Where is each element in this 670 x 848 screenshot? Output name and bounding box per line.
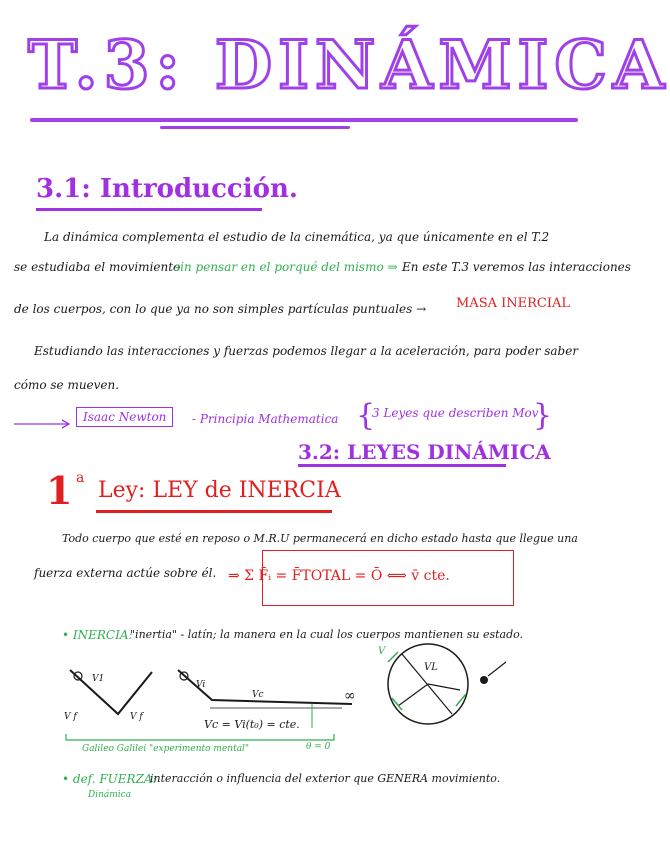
page-title: T.3: DINÁMICA [28, 26, 670, 104]
galileo-label: Galileo Galilei "experimento mental" [82, 744, 250, 754]
law1-line-1: Todo cuerpo que esté en reposo o M.R.U permanecerá en dicho estado hasta que llegue una [62, 532, 578, 545]
label-vf-left: V f [64, 712, 77, 722]
label-v1: V1 [92, 674, 105, 684]
wheel-v-label: V [378, 646, 386, 657]
law1-line-2: fuerza externa actúe sobre él. [34, 566, 217, 580]
law-title-underline [96, 510, 332, 513]
section2-underline [298, 464, 506, 467]
law-number: 1 [46, 468, 73, 513]
intro-line-5: cómo se mueven. [14, 378, 120, 392]
label-vf-right: V f [130, 712, 143, 722]
theta-label: θ = 0 [306, 742, 331, 752]
law-title: Ley: LEY de INERCIA [98, 478, 341, 503]
force-label: • def. FUERZA: [62, 772, 157, 786]
principia-label: - Principia Mathematica [192, 412, 339, 426]
masa-inercial-label: MASA INERCIAL [456, 296, 571, 311]
law-number-sup: a [76, 470, 85, 486]
section-underline [36, 208, 262, 211]
intro-line-1: La dinámica complementa el estudio de la cinemática, ya que únicamente en el T.2 [44, 230, 550, 244]
arrow-icon [14, 418, 74, 430]
force-sub-label: Dinámica [88, 790, 132, 800]
section-heading-introduccion: 3.1: Introducción. [36, 174, 298, 204]
label-vi: Vi [196, 680, 206, 690]
newton-box: Isaac Newton [76, 407, 173, 427]
wheel-vl-label: VL [424, 662, 438, 673]
label-vc: Vc [252, 690, 264, 700]
intro-line-2-end: En este T.3 veremos las interacciones [402, 260, 631, 274]
intro-line-2: se estudiaba el movimiento [14, 260, 181, 274]
intro-line-3: de los cuerpos, con lo que ya no son simples partículas puntuales → [14, 302, 427, 316]
brace-left: { [356, 398, 376, 433]
force-text: interacción o influencia del exterior que GENERA movimiento. [150, 772, 501, 785]
three-laws-label: 3 Leyes que describen Mov [372, 406, 539, 420]
label-vc-formula: Vc = Vi(t₀) = cte. [204, 718, 300, 731]
title-underline-short [160, 126, 350, 129]
brace-right: } [533, 398, 553, 433]
label-infinity: ∞ [344, 688, 356, 704]
inertia-label: • INERCIA: [62, 628, 133, 642]
inertia-text: "inertia" - latín; la manera en la cual los cuerpos mantienen su estado. [130, 628, 524, 641]
section-heading-leyes: 3.2: LEYES DINÁMICA [298, 440, 551, 464]
title-underline [30, 118, 578, 122]
formula-text: ⇒ Σ F̄ᵢ = F̄TOTAL = Ō ⟺ v̄ cte. [228, 568, 450, 584]
intro-line-2-green: sin pensar en el porqué del mismo ⇒ [174, 260, 398, 274]
intro-line-4: Estudiando las interacciones y fuerzas podemos llegar a la aceleración, para poder saber [34, 344, 579, 358]
